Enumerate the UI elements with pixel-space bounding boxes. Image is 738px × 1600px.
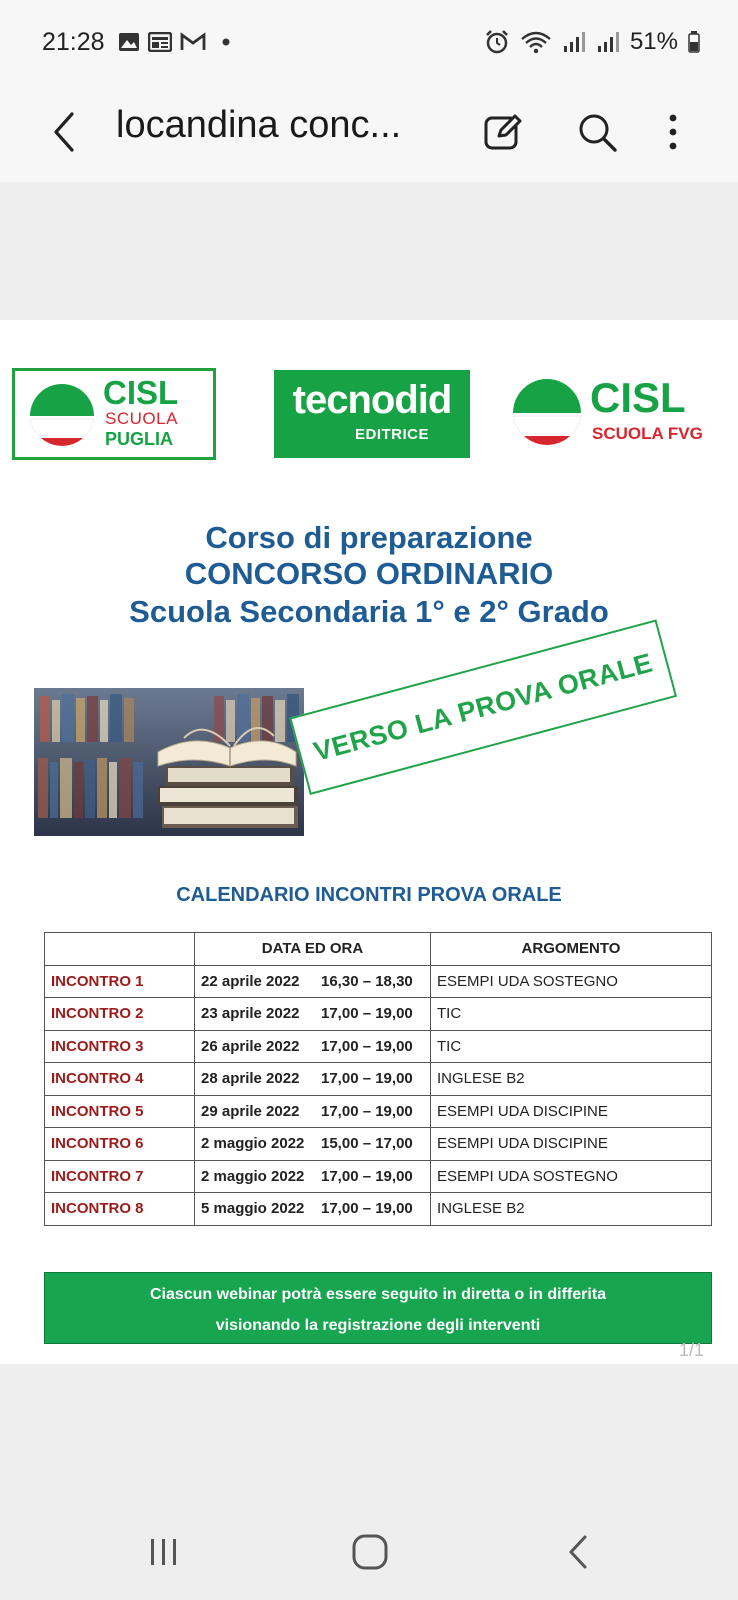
date-time-cell: [195, 1063, 431, 1096]
argomento-cell: INGLESE B2: [431, 1193, 712, 1226]
argomento-cell: ESEMPI UDA DISCIPINE: [431, 1095, 712, 1128]
headline-line3: Scuola Secondaria 1° e 2° Grado: [129, 594, 609, 629]
table-row: [45, 1128, 712, 1161]
incontro-cell: INCONTRO 2: [45, 998, 195, 1031]
calendar-title: CALENDARIO INCONTRI PROVA ORALE: [176, 884, 562, 906]
dot-icon: [222, 38, 230, 46]
calendar-table: [44, 932, 712, 1226]
alarm-icon: [484, 29, 510, 55]
table-row: [45, 1030, 712, 1063]
calendar-icon: [148, 32, 172, 52]
date-time-cell: [195, 998, 431, 1031]
date-value: 28 aprile 2022: [201, 1070, 300, 1088]
date-value: 5 maggio 2022: [201, 1200, 305, 1218]
cisl-emblem-icon: [512, 378, 582, 454]
more-icon: [663, 110, 683, 154]
argomento-cell: TIC: [431, 998, 712, 1031]
course-headline: [0, 520, 738, 632]
incontro-cell: INCONTRO 1: [45, 965, 195, 998]
time-value: 17,00 – 19,00: [321, 1037, 413, 1055]
table-row: [45, 1160, 712, 1193]
table-row: [45, 1095, 712, 1128]
cisl-puglia-logo: [12, 368, 216, 460]
tecnodid-sub: EDITRICE: [354, 426, 429, 443]
time-value: 15,00 – 17,00: [321, 1135, 413, 1153]
date-time-cell: [195, 1095, 431, 1128]
incontro-cell: INCONTRO 4: [45, 1063, 195, 1096]
edit-icon: [481, 110, 525, 154]
home-icon: [350, 1532, 390, 1572]
signal-icon: [596, 30, 620, 54]
incontro-cell: INCONTRO 6: [45, 1128, 195, 1161]
navigation-bar: [0, 1500, 738, 1600]
table-header-argomento: ARGOMENTO: [431, 933, 712, 966]
argomento-cell: ESEMPI UDA DISCIPINE: [431, 1128, 712, 1161]
incontro-cell: INCONTRO 7: [45, 1160, 195, 1193]
books-illustration: [34, 688, 304, 836]
cisl-emblem-icon: [29, 383, 95, 449]
cisl-puglia-line3: PUGLIA: [105, 429, 174, 449]
incontro-cell: INCONTRO 5: [45, 1095, 195, 1128]
app-bar: [0, 86, 738, 182]
tecnodid-logo: [274, 370, 470, 458]
webinar-info-banner: [44, 1272, 712, 1344]
viewer-background: [0, 1364, 738, 1500]
time-value: 17,00 – 19,00: [321, 1200, 413, 1218]
date-time-cell: [195, 1193, 431, 1226]
search-icon: [575, 110, 619, 154]
chevron-left-icon: [44, 104, 84, 160]
gmail-icon: [180, 32, 206, 52]
table-row: [45, 1063, 712, 1096]
argomento-cell: ESEMPI UDA SOSTEGNO: [431, 965, 712, 998]
search-button[interactable]: [572, 104, 622, 160]
document-title: locandina conc...: [116, 104, 402, 146]
time-value: 17,00 – 19,00: [321, 1102, 413, 1120]
cisl-puglia-line2: SCUOLA: [105, 409, 178, 428]
status-bar: [0, 0, 738, 86]
recents-icon: [147, 1535, 181, 1569]
date-time-cell: [195, 1030, 431, 1063]
argomento-cell: INGLESE B2: [431, 1063, 712, 1096]
headline-line1: Corso di preparazione: [205, 520, 533, 555]
incontro-cell: INCONTRO 8: [45, 1193, 195, 1226]
date-value: 29 aprile 2022: [201, 1102, 300, 1120]
cisl-puglia-main: CISL: [103, 374, 179, 411]
recents-button[interactable]: [134, 1530, 194, 1574]
banner-line1: Ciascun webinar potrà essere seguito in diretta o in differita: [149, 1286, 607, 1303]
table-header-incontro: [45, 933, 195, 966]
viewer-background: [0, 182, 738, 320]
date-value: 23 aprile 2022: [201, 1005, 300, 1023]
books-photo: [34, 688, 304, 836]
home-button[interactable]: [340, 1530, 400, 1574]
more-options-button[interactable]: [648, 104, 698, 160]
stamp-text: VERSO LA PROVA ORALE: [310, 646, 656, 767]
table-row: [45, 965, 712, 998]
date-value: 22 aprile 2022: [201, 972, 300, 990]
argomento-cell: ESEMPI UDA SOSTEGNO: [431, 1160, 712, 1193]
cisl-fvg-main: CISL: [590, 374, 686, 421]
back-icon: [561, 1532, 595, 1572]
table-header-date: DATA ED ORA: [195, 933, 431, 966]
cisl-fvg-logo: [510, 376, 730, 456]
date-time-cell: [195, 1160, 431, 1193]
date-value: 2 maggio 2022: [201, 1135, 305, 1153]
argomento-cell: TIC: [431, 1030, 712, 1063]
cisl-fvg-sub: SCUOLA FVG: [592, 424, 703, 443]
time-value: 16,30 – 18,30: [321, 972, 413, 990]
back-button[interactable]: [44, 104, 84, 160]
battery-level: 51%: [629, 28, 678, 55]
banner-line2: visionando la registrazione degli interventi: [215, 1317, 541, 1334]
headline-line2: CONCORSO ORDINARIO: [184, 556, 554, 591]
date-time-cell: [195, 1128, 431, 1161]
date-time-cell: [195, 965, 431, 998]
battery-icon: [688, 31, 700, 53]
nav-back-button[interactable]: [548, 1530, 608, 1574]
gallery-icon: [118, 32, 140, 52]
time-value: 17,00 – 19,00: [321, 1167, 413, 1185]
tecnodid-main: tecnodid: [292, 378, 452, 422]
incontro-cell: INCONTRO 3: [45, 1030, 195, 1063]
signal-icon: [562, 30, 586, 54]
date-value: 2 maggio 2022: [201, 1167, 305, 1185]
time-value: 17,00 – 19,00: [321, 1070, 413, 1088]
status-right: [484, 28, 700, 56]
edit-button[interactable]: [478, 104, 528, 160]
date-value: 26 aprile 2022: [201, 1037, 300, 1055]
status-time: 21:28: [42, 28, 105, 56]
table-header-row: [45, 933, 712, 966]
time-value: 17,00 – 19,00: [321, 1005, 413, 1023]
wifi-icon: [520, 29, 552, 55]
table-row: [45, 998, 712, 1031]
table-row: [45, 1193, 712, 1226]
page-indicator: 1/1: [678, 1340, 704, 1360]
